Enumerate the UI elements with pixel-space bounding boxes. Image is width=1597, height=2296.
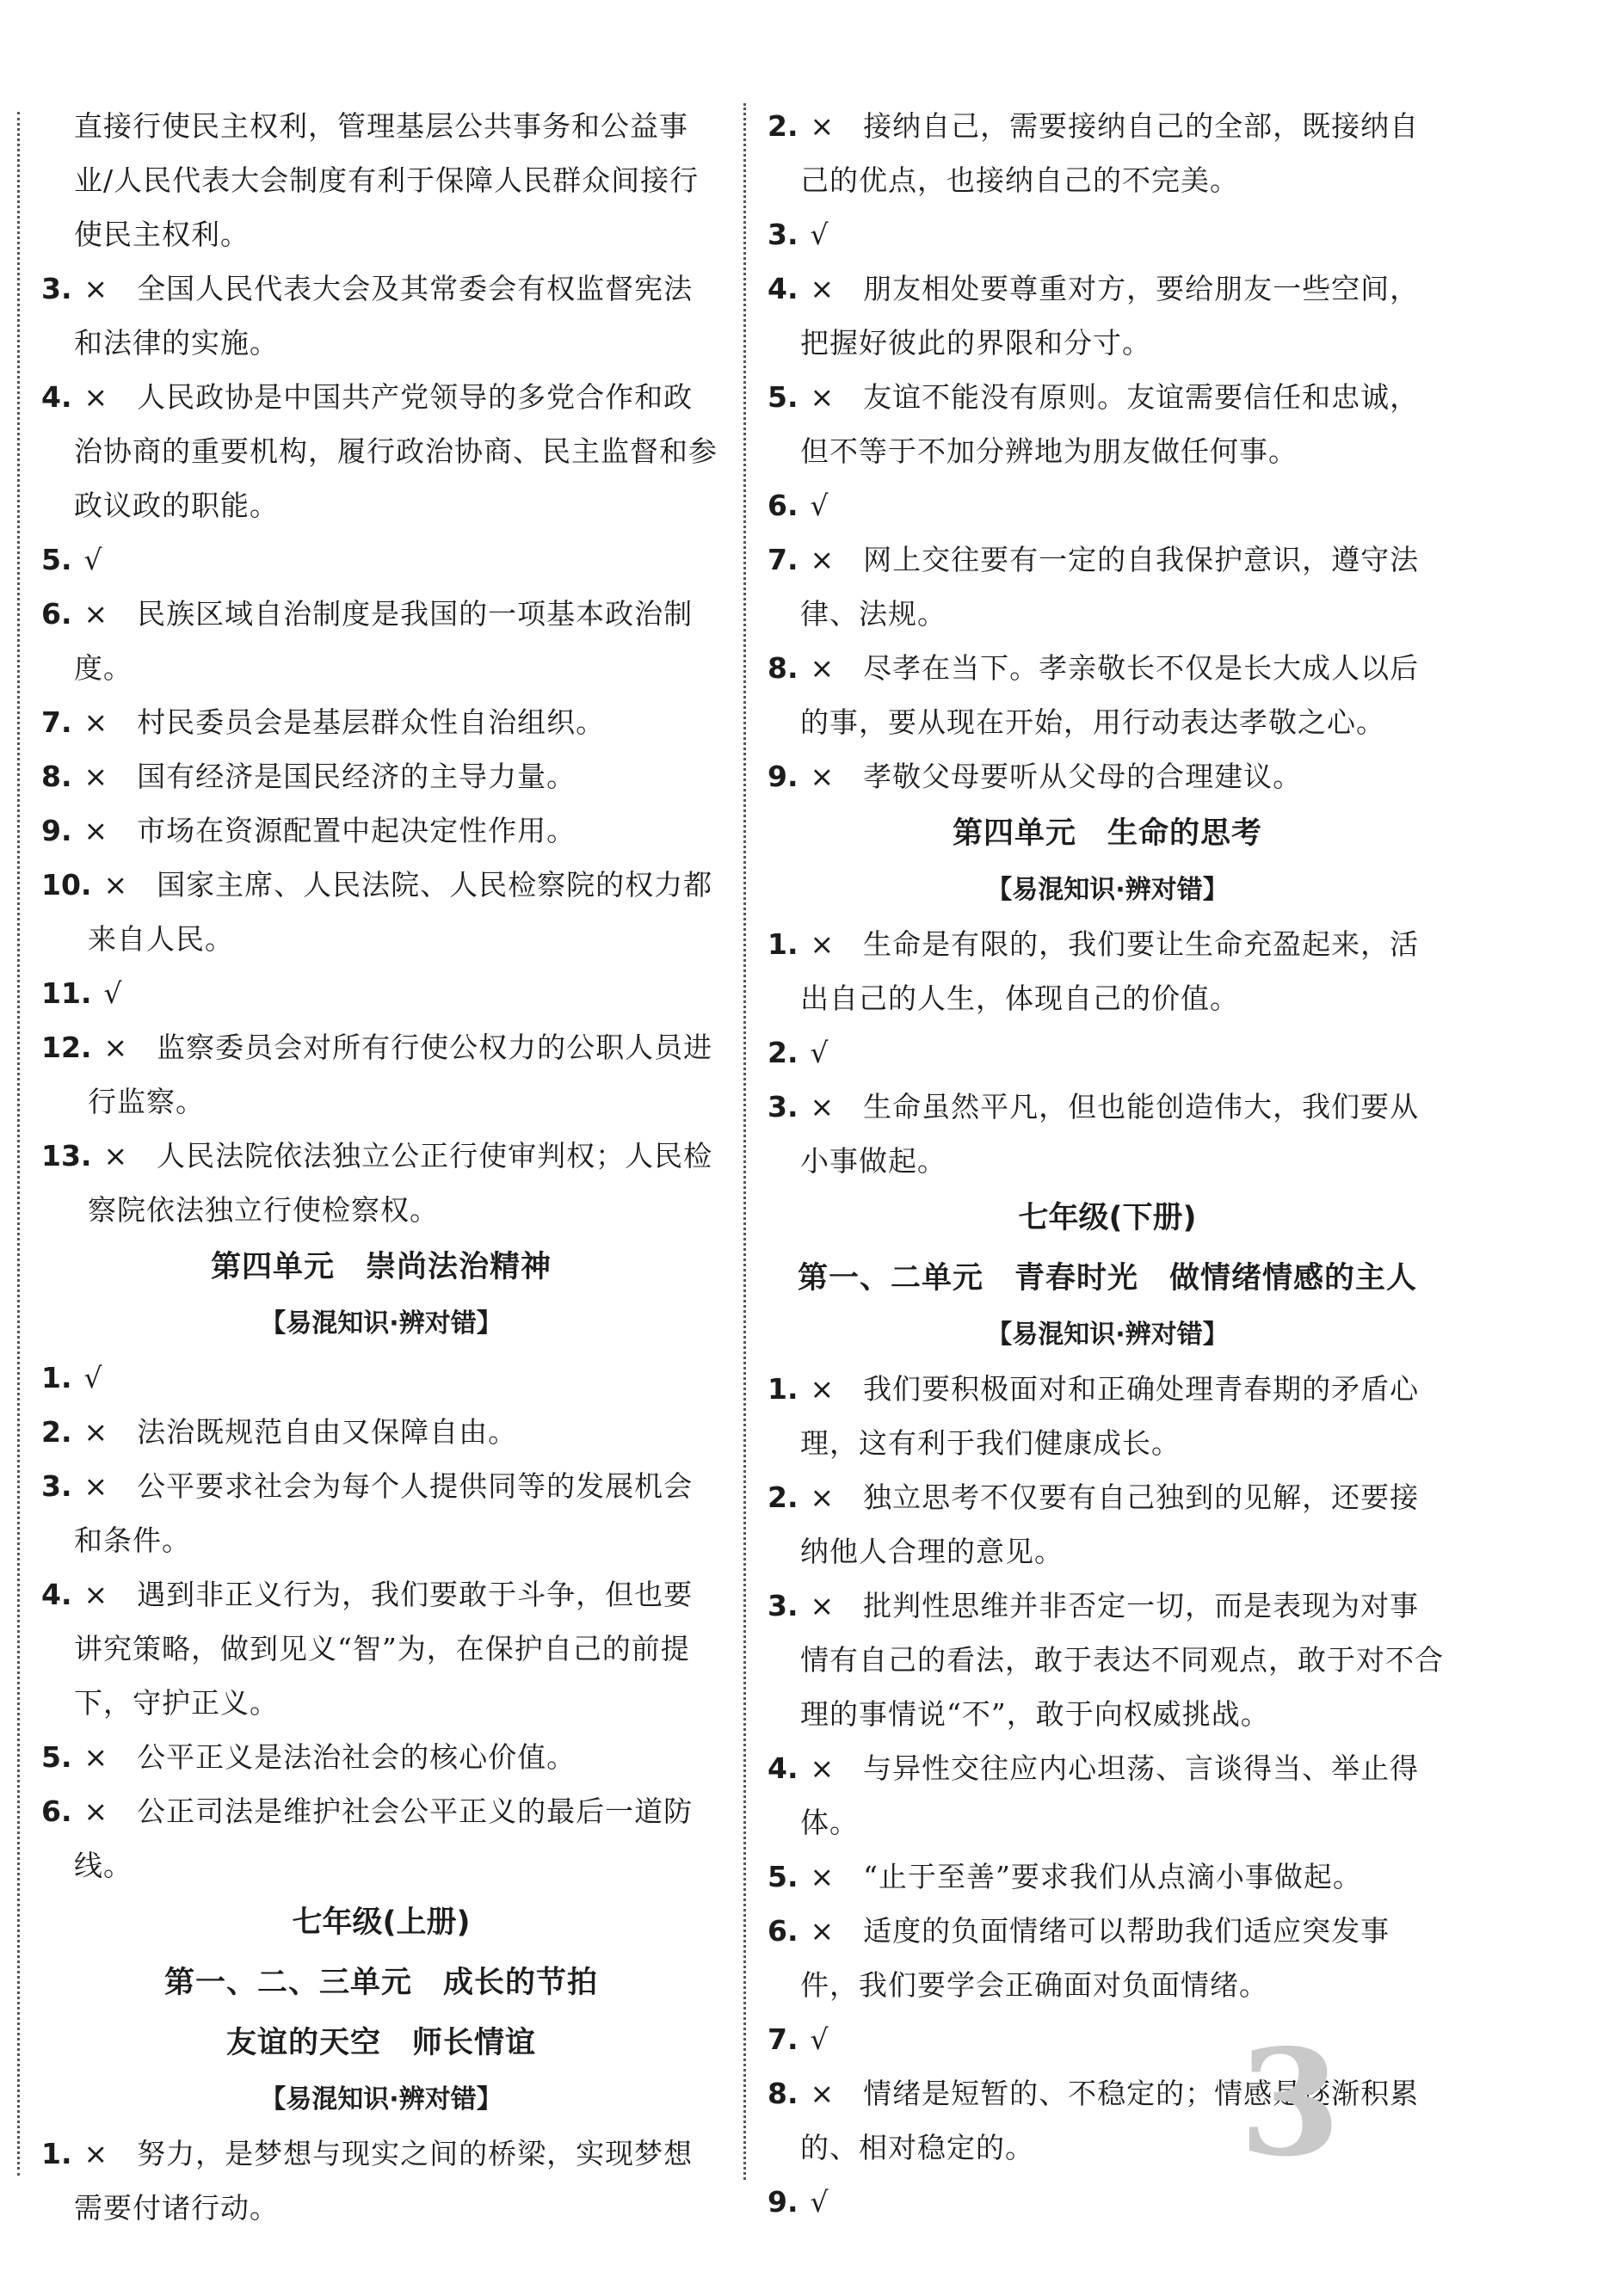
answer-item [41, 1351, 721, 1405]
answer-item [768, 641, 1447, 749]
answer-list-left-a [41, 262, 721, 1237]
cross-mark-icon: × [103, 1139, 128, 1173]
cross-mark-icon: × [810, 380, 835, 414]
cross-mark-icon: × [810, 272, 835, 305]
item-number: 2. [41, 1415, 72, 1449]
item-number: 8. [768, 2077, 798, 2110]
item-number: 3. [768, 1090, 798, 1123]
answer-item [768, 370, 1447, 478]
item-number: 1. [41, 1361, 72, 1394]
item-number: 11. [41, 976, 92, 1010]
answer-item [768, 2175, 1447, 2229]
cross-mark-icon: × [103, 868, 128, 902]
cross-mark-icon: × [83, 1469, 108, 1503]
item-number: 2. [768, 109, 798, 143]
answer-list-right-c [768, 1362, 1447, 2229]
answer-item [41, 749, 721, 803]
item-number: 4. [41, 380, 72, 414]
item-number: 1. [768, 927, 798, 961]
item-explanation: 独立思考不仅要有自己独到的见解，还要接纳他人合理的意见。 [800, 1480, 1420, 1568]
item-number: 2. [768, 1036, 798, 1069]
answer-item [768, 1470, 1447, 1579]
cross-mark-icon: × [810, 2077, 835, 2110]
item-explanation: 民族区域自治制度是我国的一项基本政治制度。 [74, 597, 694, 685]
answer-item [768, 749, 1447, 803]
cross-mark-icon: × [83, 1578, 108, 1611]
unit-heading: 第一、二单元 青春时光 做情绪情感的主人 [797, 1261, 1417, 1296]
item-number: 2. [768, 1480, 798, 1514]
cross-mark-icon: × [83, 272, 108, 305]
answer-list-left-c [41, 2127, 721, 2235]
item-explanation: 市场在资源配置中起决定性作用。 [137, 814, 577, 847]
answer-list-right-a [768, 99, 1447, 803]
cross-mark-icon: × [83, 1794, 108, 1828]
item-explanation: 适度的负面情绪可以帮助我们适应突发事件，我们要学会正确面对负面情绪。 [800, 1914, 1390, 2002]
answer-item [768, 1579, 1447, 1741]
cross-mark-icon: × [83, 2137, 108, 2170]
answer-item [41, 2127, 721, 2235]
item-explanation: 孝敬父母要听从父母的合理建议。 [863, 760, 1303, 793]
answer-item [41, 1020, 721, 1129]
grade-heading: 七年级(上册) [292, 1905, 471, 1940]
check-mark-icon: √ [83, 1361, 102, 1394]
item-explanation: 生命虽然平凡，但也能创造伟大，我们要从小事做起。 [800, 1090, 1420, 1178]
answer-item [768, 917, 1447, 1025]
answer-item [41, 532, 721, 587]
check-mark-icon: √ [810, 218, 829, 251]
item-explanation: 与异性交往应内心坦荡、言谈得当、举止得体。 [800, 1751, 1420, 1839]
right-column [768, 99, 1447, 2229]
answer-item [768, 478, 1447, 532]
answer-item [768, 1025, 1447, 1080]
unit-heading: 第四单元 生命的思考 [952, 816, 1262, 851]
answer-item [41, 262, 721, 370]
item-number: 3. [41, 272, 72, 305]
item-explanation: 全国人民代表大会及其常委会有权监督宪法和法律的实施。 [74, 272, 694, 360]
item-number: 7. [41, 705, 72, 739]
cross-mark-icon: × [810, 109, 835, 143]
item-number: 4. [768, 272, 798, 305]
check-mark-icon: √ [810, 489, 829, 522]
item-number: 4. [41, 1578, 72, 1611]
cross-mark-icon: × [810, 1589, 835, 1622]
answer-item [41, 1784, 721, 1893]
answer-item [41, 1567, 721, 1730]
answer-item [768, 1080, 1447, 1188]
answer-item [41, 695, 721, 749]
cross-mark-icon: × [810, 927, 835, 961]
item-explanation: 人民政协是中国共产党领导的多党合作和政治协商的重要机构，履行政治协商、民主监督和参政议政的职能。 [74, 380, 718, 522]
answer-item [41, 966, 721, 1020]
item-explanation: 公平要求社会为每个人提供同等的发展机会和条件。 [74, 1469, 694, 1557]
cross-mark-icon: × [810, 543, 835, 576]
item-explanation: 情绪是短暂的、不稳定的；情感是逐渐积累的、相对稳定的。 [800, 2077, 1420, 2164]
item-number: 5. [768, 1860, 798, 1893]
answer-item [41, 1459, 721, 1567]
answer-item [768, 262, 1447, 370]
item-explanation: 村民委员会是基层群众性自治组织。 [137, 705, 606, 739]
answer-item [768, 207, 1447, 262]
item-number: 8. [41, 760, 72, 793]
item-number: 6. [768, 1914, 798, 1948]
cross-mark-icon: × [810, 1860, 835, 1893]
binding-fold-line [17, 112, 20, 2176]
cross-mark-icon: × [83, 1415, 108, 1449]
answer-item [768, 99, 1447, 207]
unit-heading: 第一、二、三单元 成长的节拍 [163, 1966, 598, 2000]
item-explanation: 监察委员会对所有行使公权力的公职人员进行监察。 [88, 1031, 713, 1118]
answer-item [768, 2012, 1447, 2066]
item-explanation: 尽孝在当下。孝亲敬长不仅是长大成人以后的事，要从现在开始，用行动表达孝敬之心。 [800, 651, 1420, 739]
answer-item [41, 1405, 721, 1459]
item-number: 6. [768, 489, 798, 522]
item-number: 4. [768, 1751, 798, 1785]
item-explanation: 法治既规范自由又保障自由。 [137, 1415, 518, 1449]
item-number: 3. [768, 218, 798, 251]
check-mark-icon: √ [810, 1036, 829, 1069]
item-number: 13. [41, 1139, 92, 1173]
item-explanation: 遇到非正义行为，我们要敢于斗争，但也要讲究策略，做到见义“智”为，在保护自己的前提下，守护正义。 [74, 1578, 694, 1720]
cross-mark-icon: × [810, 1751, 835, 1785]
check-mark-icon: √ [103, 976, 122, 1010]
item-number: 5. [768, 380, 798, 414]
item-number: 10. [41, 868, 92, 902]
answer-item [768, 2066, 1447, 2175]
item-explanation: 国家主席、人民法院、人民检察院的权力都来自人民。 [88, 868, 713, 956]
cross-mark-icon: × [83, 380, 108, 414]
item-number: 3. [768, 1589, 798, 1622]
item-number: 5. [41, 543, 72, 576]
item-explanation: 友谊不能没有原则。友谊需要信任和忠诚，但不等于不加分辨地为朋友做任何事。 [800, 380, 1420, 468]
item-explanation: 朋友相处要尊重对方，要给朋友一些空间，把握好彼此的界限和分寸。 [800, 272, 1420, 360]
answer-item [41, 1129, 721, 1237]
cross-mark-icon: × [103, 1031, 128, 1064]
answer-item [41, 803, 721, 858]
item-number: 8. [768, 651, 798, 685]
item-explanation: 我们要积极面对和正确处理青春期的矛盾心理，这有利于我们健康成长。 [800, 1372, 1420, 1460]
section-subheading: 【易混知识·辨对错】 [986, 875, 1229, 905]
item-explanation: 接纳自己，需要接纳自己的全部，既接纳自己的优点，也接纳自己的不完美。 [800, 109, 1420, 197]
cross-mark-icon: × [83, 760, 108, 793]
item-number: 3. [41, 1469, 72, 1503]
item-explanation: 人民法院依法独立公正行使审判权；人民检察院依法独立行使检察权。 [88, 1139, 713, 1227]
cross-mark-icon: × [83, 1740, 108, 1774]
cross-mark-icon: × [810, 651, 835, 685]
item-number: 6. [41, 1794, 72, 1828]
cross-mark-icon: × [810, 760, 835, 793]
answer-item [41, 587, 721, 695]
answer-item [768, 1850, 1447, 1904]
unit-heading-line2: 友谊的天空 师长情谊 [225, 2026, 536, 2060]
answer-item [41, 1730, 721, 1784]
answer-item [768, 532, 1447, 641]
item-number: 1. [41, 2137, 72, 2170]
cross-mark-icon: × [83, 597, 108, 631]
item-explanation: 批判性思维并非否定一切，而是表现为对事情有自己的看法，敢于表达不同观点，敢于对不合理的事情说“不”，敢于向权威挑战。 [800, 1589, 1444, 1731]
item-number: 12. [41, 1031, 92, 1064]
item-number: 7. [768, 543, 798, 576]
item-explanation: “止于至善”要求我们从点滴小事做起。 [863, 1860, 1362, 1893]
column-divider [743, 103, 746, 2180]
answer-item [41, 858, 721, 966]
item-number: 9. [768, 2185, 798, 2219]
check-mark-icon: √ [810, 2185, 829, 2219]
continued-answer-text: 直接行使民主权利，管理基层公共事务和公益事业/人民代表大会制度有利于保障人民群众间接行使民主权利。 [74, 109, 700, 251]
answer-item [41, 370, 721, 532]
answer-list-right-b [768, 917, 1447, 1188]
cross-mark-icon: × [810, 1480, 835, 1514]
cross-mark-icon: × [83, 705, 108, 739]
check-mark-icon: √ [810, 2022, 829, 2056]
answer-item [768, 1904, 1447, 2012]
unit-heading: 第四单元 崇尚法治精神 [210, 1250, 552, 1284]
page-number: 3 [1239, 2017, 1341, 2189]
left-column [41, 99, 721, 2235]
item-explanation: 国有经济是国民经济的主导力量。 [137, 760, 577, 793]
answer-list-left-b [41, 1351, 721, 1893]
cross-mark-icon: × [810, 1090, 835, 1123]
section-subheading: 【易混知识·辨对错】 [986, 1320, 1229, 1350]
item-number: 9. [768, 760, 798, 793]
item-number: 1. [768, 1372, 798, 1406]
answer-item [768, 1362, 1447, 1470]
item-number: 6. [41, 597, 72, 631]
item-explanation: 网上交往要有一定的自我保护意识，遵守法律、法规。 [800, 543, 1420, 631]
section-subheading: 【易混知识·辨对错】 [260, 1308, 503, 1339]
check-mark-icon: √ [83, 543, 102, 576]
item-number: 9. [41, 814, 72, 847]
item-explanation: 生命是有限的，我们要让生命充盈起来，活出自己的人生，体现自己的价值。 [800, 927, 1420, 1015]
item-number: 7. [768, 2022, 798, 2056]
answer-item [768, 1741, 1447, 1850]
item-explanation: 公平正义是法治社会的核心价值。 [137, 1740, 577, 1774]
section-subheading: 【易混知识·辨对错】 [260, 2084, 503, 2114]
cross-mark-icon: × [810, 1914, 835, 1948]
item-explanation: 努力，是梦想与现实之间的桥梁，实现梦想需要付诸行动。 [74, 2137, 694, 2225]
item-number: 5. [41, 1740, 72, 1774]
grade-heading: 七年级(下册) [1018, 1201, 1197, 1235]
cross-mark-icon: × [83, 814, 108, 847]
item-explanation: 公正司法是维护社会公平正义的最后一道防线。 [74, 1794, 694, 1882]
cross-mark-icon: × [810, 1372, 835, 1406]
